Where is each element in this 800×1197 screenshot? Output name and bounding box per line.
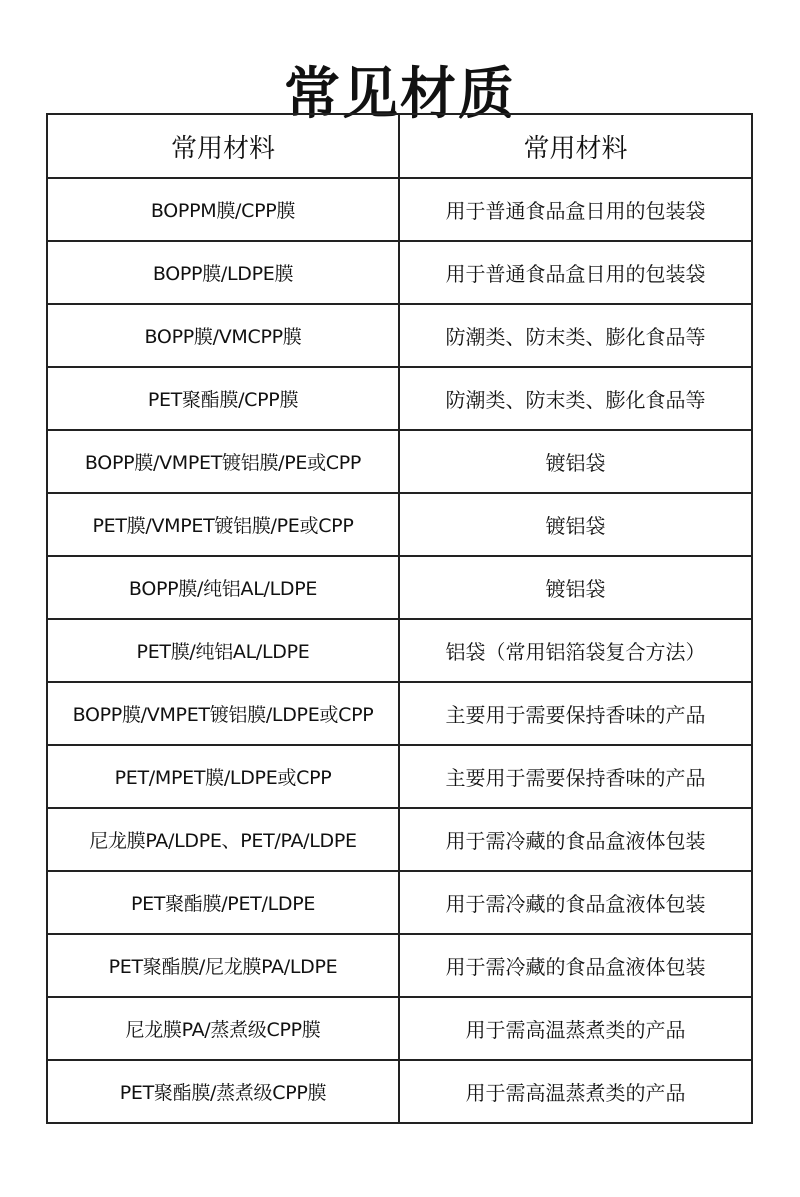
usage-cell: 镀铝袋 — [399, 556, 752, 619]
column-header-usage: 常用材料 — [399, 114, 752, 178]
table-row — [47, 745, 752, 808]
table-row — [47, 871, 752, 934]
material-cell: BOPP膜/VMPET镀铝膜/LDPE或CPP — [47, 682, 399, 745]
page-title: 常见材质 — [284, 60, 516, 127]
table-row — [47, 997, 752, 1060]
material-cell: BOPP膜/LDPE膜 — [47, 241, 399, 304]
usage-cell: 主要用于需要保持香味的产品 — [399, 745, 752, 808]
materials-table — [46, 113, 753, 1124]
table-row — [47, 430, 752, 493]
usage-cell: 铝袋（常用铝箔袋复合方法） — [399, 619, 752, 682]
material-cell: PET聚酯膜/尼龙膜PA/LDPE — [47, 934, 399, 997]
table-row — [47, 241, 752, 304]
material-cell: BOPPM膜/CPP膜 — [47, 178, 399, 241]
usage-cell: 防潮类、防末类、膨化食品等 — [399, 367, 752, 430]
usage-cell: 用于需冷藏的食品盒液体包装 — [399, 871, 752, 934]
material-cell: BOPP膜/纯铝AL/LDPE — [47, 556, 399, 619]
table-body — [47, 178, 752, 1123]
usage-cell: 防潮类、防末类、膨化食品等 — [399, 304, 752, 367]
usage-cell: 用于普通食品盒日用的包装袋 — [399, 178, 752, 241]
table-header-row — [47, 114, 752, 178]
material-cell: 尼龙膜PA/蒸煮级CPP膜 — [47, 997, 399, 1060]
table-row — [47, 682, 752, 745]
table-row — [47, 556, 752, 619]
table-row — [47, 1060, 752, 1123]
usage-cell: 用于需冷藏的食品盒液体包装 — [399, 934, 752, 997]
table-row — [47, 304, 752, 367]
material-cell: PET聚酯膜/CPP膜 — [47, 367, 399, 430]
material-cell: PET膜/VMPET镀铝膜/PE或CPP — [47, 493, 399, 556]
material-cell: PET聚酯膜/PET/LDPE — [47, 871, 399, 934]
table-row — [47, 493, 752, 556]
table-row — [47, 619, 752, 682]
usage-cell: 主要用于需要保持香味的产品 — [399, 682, 752, 745]
usage-cell: 用于需高温蒸煮类的产品 — [399, 997, 752, 1060]
column-header-material: 常用材料 — [47, 114, 399, 178]
usage-cell: 用于需冷藏的食品盒液体包装 — [399, 808, 752, 871]
material-cell: PET聚酯膜/蒸煮级CPP膜 — [47, 1060, 399, 1123]
usage-cell: 镀铝袋 — [399, 493, 752, 556]
material-cell: PET膜/纯铝AL/LDPE — [47, 619, 399, 682]
material-cell: PET/MPET膜/LDPE或CPP — [47, 745, 399, 808]
table-row — [47, 178, 752, 241]
table-row — [47, 934, 752, 997]
usage-cell: 镀铝袋 — [399, 430, 752, 493]
usage-cell: 用于普通食品盒日用的包装袋 — [399, 241, 752, 304]
table-row — [47, 367, 752, 430]
usage-cell: 用于需高温蒸煮类的产品 — [399, 1060, 752, 1123]
table-row — [47, 808, 752, 871]
material-cell: 尼龙膜PA/LDPE、PET/PA/LDPE — [47, 808, 399, 871]
material-cell: BOPP膜/VMPET镀铝膜/PE或CPP — [47, 430, 399, 493]
material-cell: BOPP膜/VMCPP膜 — [47, 304, 399, 367]
